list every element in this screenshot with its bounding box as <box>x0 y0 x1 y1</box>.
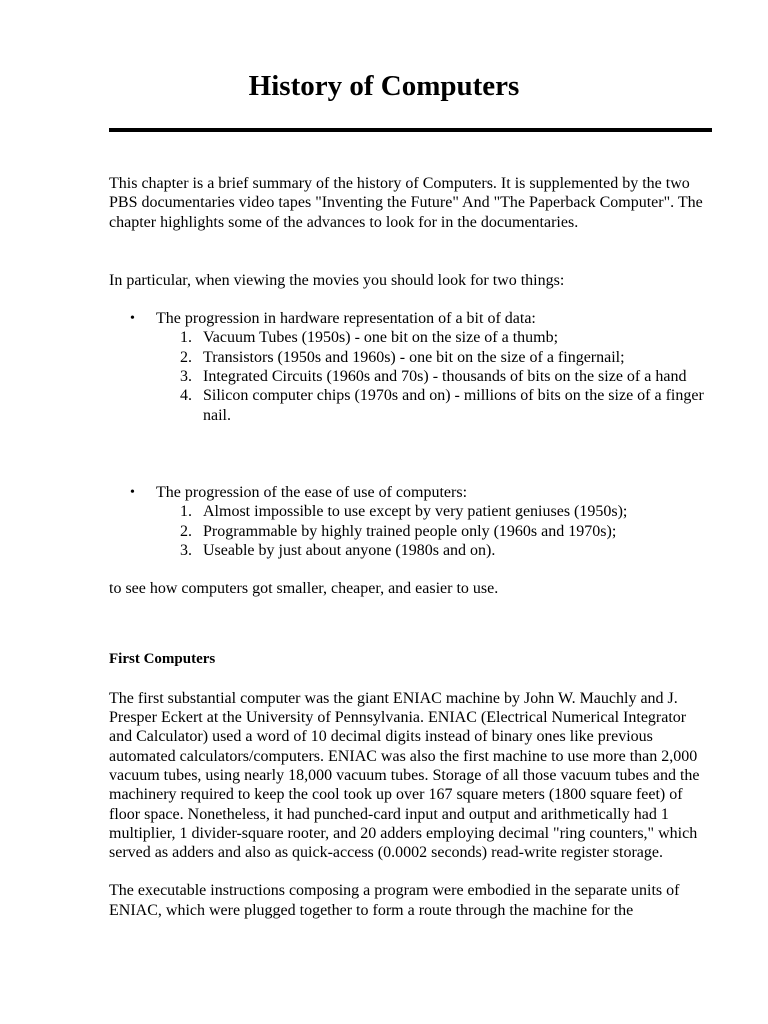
list-item <box>156 541 713 560</box>
bullet-text: The progression of the ease of use of computers: <box>156 483 468 501</box>
list-item <box>156 522 713 541</box>
list-number: 1. <box>180 329 192 347</box>
summary-paragraph: to see how computers got smaller, cheaper, and easier to use. <box>109 580 499 598</box>
document-body <box>109 174 713 920</box>
list-item <box>156 386 713 425</box>
eniac-paragraph: The first substantial computer was the giant ENIAC machine by John W. Mauchly and J. Presper Eckert at the University of Pennsylvania. ENIAC (Electrical Numerical Integrator and Calculator) used a word of 10 decimal digits instead of binary ones like previous automated calculators/computers. ENIAC was also the first machine to use more than 2,000 vacuum tubes, using nearly 18,000 vacuum tubes. Storage of all those vacuum tubes and the machinery required to keep the cool took up over 167 square meters (1800 square feet) of floor space. Nonetheless, it had punched-card input and output and arithmetically had 1 multiplier, 1 divider-square rooter, and 20 adders employing decimal "ring counters," which served as adders and also as quick-access (0.0002 seconds) read-write register storage. <box>109 689 700 862</box>
list-item <box>156 348 713 367</box>
page-title: History of Computers <box>248 70 520 102</box>
numbered-list-hardware <box>156 328 713 424</box>
list-number: 4. <box>180 387 192 405</box>
bullet-icon: • <box>130 484 135 500</box>
list-item-text: Programmable by highly trained people only (1960s and 1970s); <box>203 522 617 540</box>
list-number: 2. <box>180 348 192 366</box>
list-number: 3. <box>180 368 192 386</box>
section-spacer <box>109 560 713 579</box>
particular-paragraph: In particular, when viewing the movies you should look for two things: <box>109 271 565 289</box>
instructions-paragraph: The executable instructions composing a program were embodied in the separate units of ENIAC, which were plugged together to form a route through the machine for the <box>109 882 680 919</box>
list-item-text: Almost impossible to use except by very patient geniuses (1950s); <box>203 503 628 521</box>
list-item-text: Useable by just about anyone (1980s and on). <box>203 541 496 559</box>
list-item-text: Vacuum Tubes (1950s) - one bit on the size of a thumb; <box>203 329 559 347</box>
list-item <box>156 502 713 521</box>
list-item-text: Integrated Circuits (1960s and 70s) - thousands of bits on the size of a hand <box>203 368 687 386</box>
bullet-icon: • <box>130 311 135 327</box>
list-spacer <box>109 425 713 483</box>
bullet-item-hardware <box>109 309 713 425</box>
list-item <box>156 367 713 386</box>
section-heading-first-computers: First Computers <box>109 651 216 668</box>
list-number: 2. <box>180 522 192 540</box>
list-item-text: Silicon computer chips (1970s and on) - millions of bits on the size of a finger nail. <box>203 387 704 424</box>
title-divider <box>109 128 712 132</box>
list-number: 3. <box>180 541 192 559</box>
list-item-text: Transistors (1950s and 1960s) - one bit on the size of a fingernail; <box>203 348 625 366</box>
intro-paragraph: This chapter is a brief summary of the history of Computers. It is supplemented by the two PBS documentaries video tapes "Inventing the Future" And "The Paperback Computer". The chapter highlights some of the advances to look for in the documentaries. <box>109 175 703 231</box>
numbered-list-ease-of-use <box>156 502 713 560</box>
list-item <box>156 328 713 347</box>
bullet-item-ease-of-use <box>109 483 713 560</box>
list-number: 1. <box>180 503 192 521</box>
bullet-list <box>109 309 713 560</box>
bullet-text: The progression in hardware representation of a bit of data: <box>156 310 536 328</box>
